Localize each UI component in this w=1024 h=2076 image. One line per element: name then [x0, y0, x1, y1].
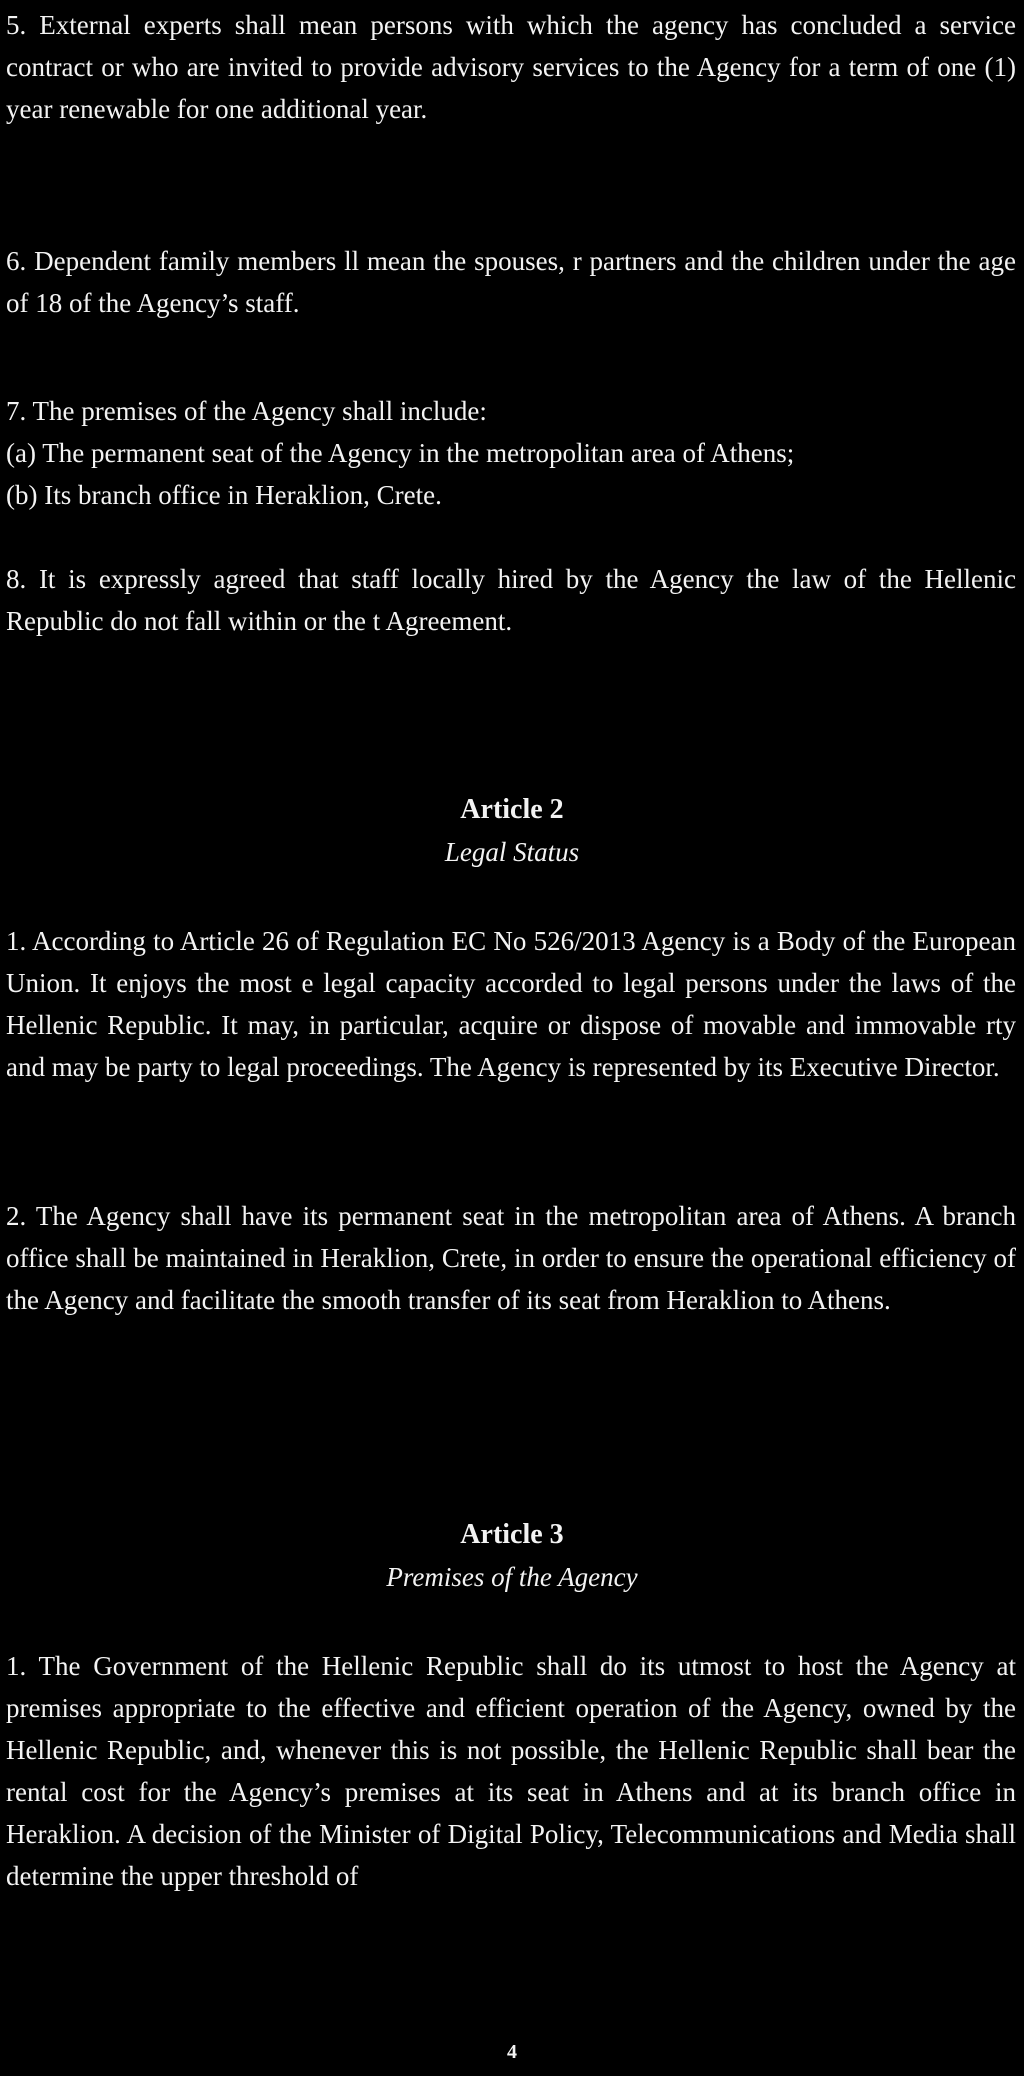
- article-3-title: Article 3: [460, 1519, 564, 1550]
- page-number: 4: [507, 2041, 517, 2063]
- paragraph-6-dependent-family-members: 6. Dependent family members ll mean the spouses, r partners and the children under the age of 18 of the Agency’s staff.: [6, 246, 1016, 318]
- article-2-subtitle: Legal Status: [444, 837, 580, 867]
- paragraph-7-premises: 7. The premises of the Agency shall include:: [6, 396, 487, 426]
- article-3-heading: [0, 1514, 1024, 1598]
- paragraph-7a-permanent-seat: (a) The permanent seat of the Agency in the metropolitan area of Athens;: [6, 438, 795, 468]
- article-2-heading: [0, 789, 1024, 873]
- article-3-paragraph-1: 1. The Government of the Hellenic Republic shall do its utmost to host the Agency at premises appropriate to the effective and efficient operation of the Agency, owned by the Hellenic Republic, and, whenever this is not possible, the Hellenic Republic shall bear the rental cost for the Agency’s premises at its seat in Athens and at its branch office in Heraklion. A decision of the Minister of Digital Policy, Telecommunications and Media shall determine the upper threshold of: [6, 1651, 1016, 1891]
- article-3-subtitle: Premises of the Agency: [386, 1562, 638, 1592]
- article-2-paragraph-2: 2. The Agency shall have its permanent seat in the metropolitan area of Athens. A branch office shall be maintained in Heraklion, Crete, in order to ensure the operational efficiency of the Agency and facilitate the smooth transfer of its seat from Heraklion to Athens.: [6, 1201, 1016, 1315]
- paragraph-5-external-experts: 5. External experts shall mean persons with which the agency has concluded a service contract or who are invited to provide advisory services to the Agency for a term of one (1) year renewable for one additional year.: [6, 10, 1016, 124]
- article-2-title: Article 2: [460, 794, 564, 825]
- article-2-paragraph-1: 1. According to Article 26 of Regulation EC No 526/2013 Agency is a Body of the European Union. It enjoys the most e legal capacity accorded to legal persons under the laws of the Hellenic Republic. It may, in particular, acquire or dispose of movable and immovable rty and may be party to legal proceedings. The Agency is represented by its Executive Director.: [6, 926, 1016, 1082]
- paragraph-7b-branch-office: (b) Its branch office in Heraklion, Crete.: [6, 480, 442, 510]
- paragraph-8-locally-hired-staff: 8. It is expressly agreed that staff locally hired by the Agency the law of the Hellenic Republic do not fall within or the t Agreement.: [6, 564, 1016, 636]
